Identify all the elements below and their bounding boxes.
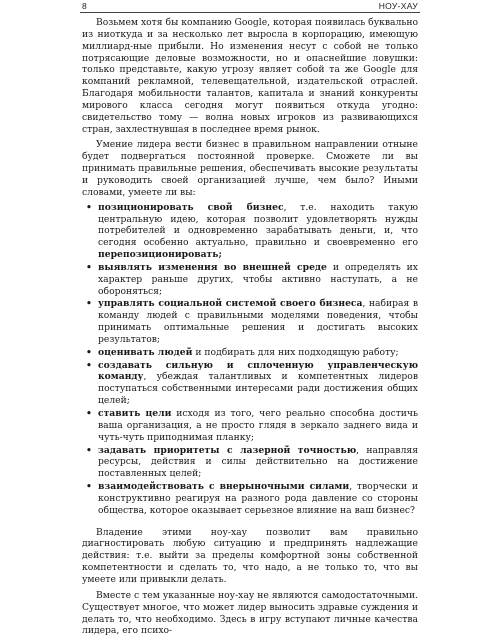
list-item: • задавать приоритеты с лазерной точностью, направляя ресурсы, действия и силы действительно на достижение поставленных целей;	[86, 444, 418, 480]
page-body	[82, 17, 418, 637]
list-item: • ставить цели исходя из того, чего реально способна достичь ваша организация, а не просто глядя в зеркало заднего вида и чуть-чуть приподнимая планку;	[86, 408, 418, 443]
bullet-icon: •	[86, 346, 92, 358]
list-item: • выявлять изменения во внешней среде и определять их характер раньше других, чтобы активно наступать, а не обороняться;	[86, 261, 418, 297]
page-header	[0, 0, 500, 14]
bullet-icon: •	[86, 298, 92, 310]
bullet-icon: •	[86, 261, 92, 273]
header-rule	[80, 12, 420, 13]
bullet-icon: •	[86, 359, 92, 371]
running-title: НОУ-ХАУ	[378, 1, 418, 11]
list-item: • управлять социальной системой своего бизнеса, набирая в команду людей с правильными моделями поведения, чтобы принимать оптимальные решения и достигать высоких результатов;	[86, 298, 418, 345]
list-item: • взаимодействовать с внерыночными силами, творчески и конструктивно реагируя на разного рода давление со стороны общества, которое оказывает серьезное влияние на ваш бизнес?	[86, 481, 418, 516]
list-item: • оценивать людей и подбирать для них подходящую работу;	[86, 346, 399, 358]
paragraph-diagnose: Владение этими ноу-хау позволит вам правильно диагностировать любую ситуацию и предпринять надлежащие действия: т.е. выйти за пределы комфортной зоны собственной компетентности и сделать то, что надо, а не только то, что вы умеете или привыкли делать.	[82, 526, 418, 585]
bullet-icon: •	[86, 481, 92, 493]
bullet-icon: •	[86, 201, 92, 213]
paragraph-leader-skill: Умение лидера вести бизнес в правильном направлении отныне будет подвергаться постоянной проверке. Сможете ли вы принимать правильные решения, обеспечивать высокие результаты и руководить своей организацией лучше, чем было? Иными словами, умеете ли вы:	[82, 139, 418, 198]
list-item: • создавать сильную и сплоченную управленческую команду, убеждая талантливых и компетентных лидеров поступаться собственными интересами ради достижения общих целей;	[86, 359, 418, 407]
bullet-icon: •	[86, 408, 92, 419]
bullet-icon: •	[86, 444, 92, 456]
page-number: 8	[82, 1, 87, 11]
skills-list	[82, 202, 418, 517]
paragraph-not-self-sufficient: Вместе с тем указанные ноу-хау не являются самодостаточными. Существует многое, что может лидер выносить здравые суждения и делать то, что необходимо. Здесь в игру вступают личные качества лидера, его психо-	[82, 589, 418, 637]
paragraph-google: Возьмем хотя бы компанию Google, которая появилась буквально из ниоткуда и за несколько лет выросла в корпорацию, имеющую миллиард-ные прибыли. Но изменения несут с собой не только потрясающие деловые возможности, но и опаснейшие ловушки: только представьте, какую угрозу являет собой та же Google для компаний рекламной, телевещательной, издательской отраслей. Благодаря мобильности талантов, капитала и знаний конкуренты мирового класса сегодня могут появиться откуда угодно: свидетельство тому — волна новых игроков из развивающихся стран, захлестнувшая в последнее время рынок.	[82, 17, 418, 135]
list-item: • позиционировать свой бизнес, т.е. находить такую центральную идею, которая позволит удовлетворять нужды потребителей и одновременно зарабатывать деньги, и, что сегодня особенно актуально, правильно и своевременно его перепозиционировать;	[86, 201, 419, 261]
